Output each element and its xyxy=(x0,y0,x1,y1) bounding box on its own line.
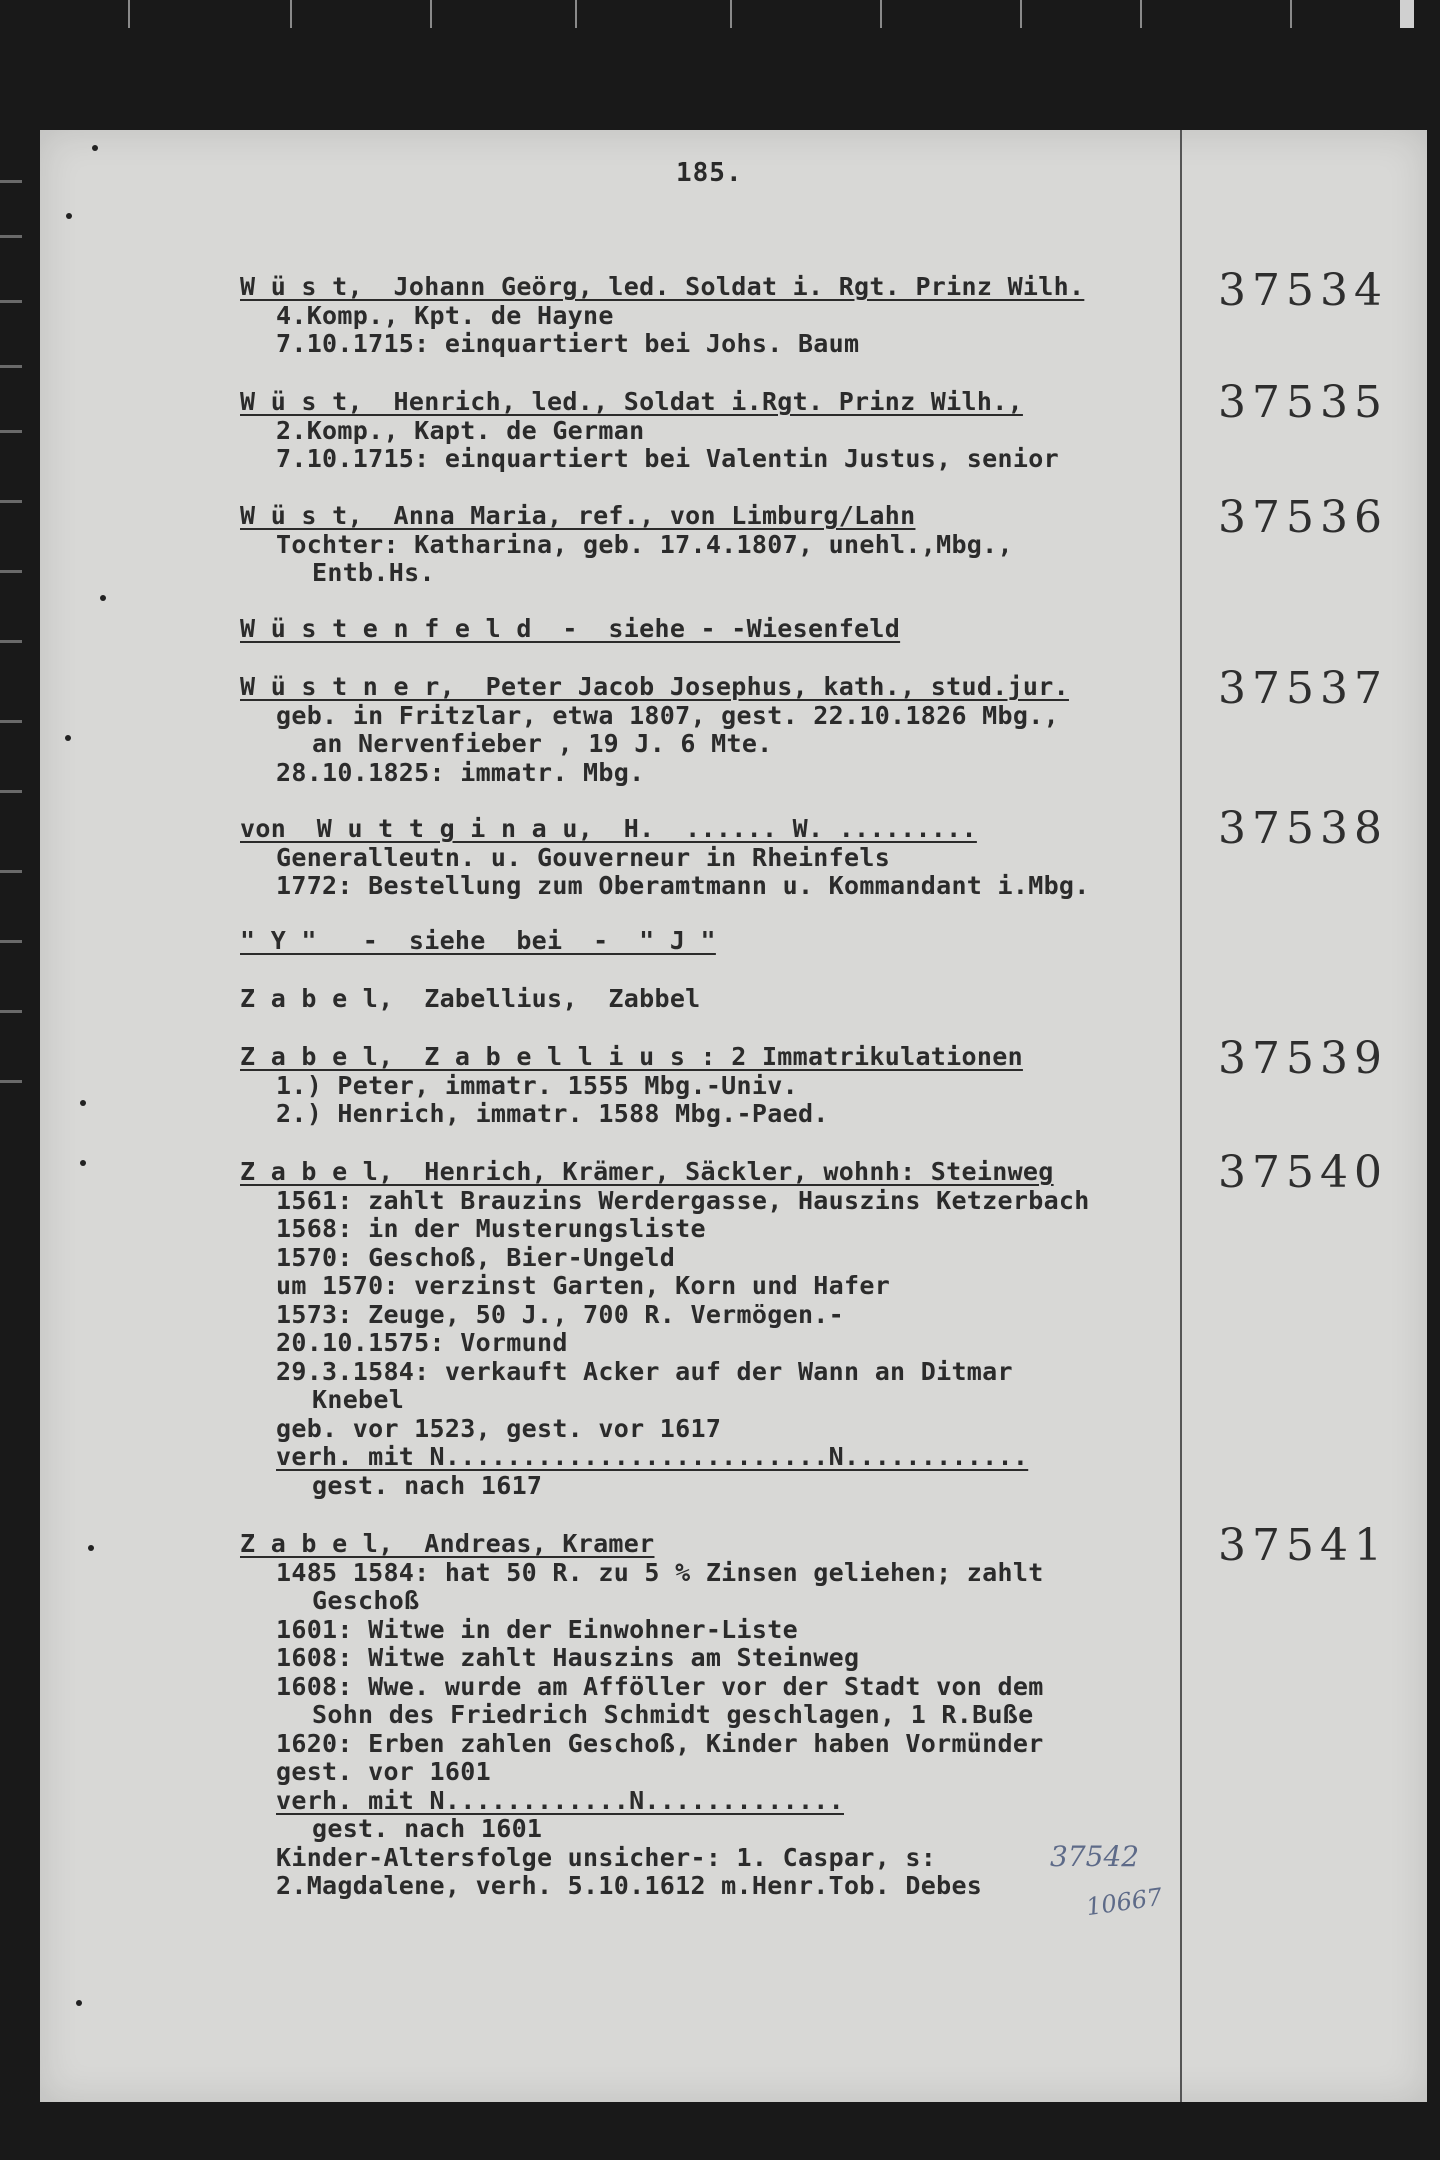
entry-line: 1568: in der Musterungsliste xyxy=(276,1214,706,1243)
entry-line: verh. mit N............N............. xyxy=(276,1785,844,1815)
entry-line: 2.Komp., Kapt. de German xyxy=(276,415,645,445)
punch-hole xyxy=(65,735,71,741)
entry-heading: W ü s t, Henrich, led., Soldat i.Rgt. Prinz Wilh., xyxy=(240,387,1023,416)
scanner-top-marks xyxy=(0,0,1440,30)
entry-37537 xyxy=(240,673,1200,787)
entry-line: 2.Magdalene, verh. 5.10.1612 m.Henr.Tob. Debes xyxy=(276,1871,983,1900)
handwritten-note: 37542 xyxy=(1050,1840,1140,1873)
entry-line: 1570: Geschoß, Bier-Ungeld xyxy=(276,1242,676,1272)
entry-line: 28.10.1825: immatr. Mbg. xyxy=(276,757,645,787)
punch-hole xyxy=(80,1160,86,1166)
entry-number: 37537 xyxy=(1218,663,1388,714)
entry-zabel-variants xyxy=(240,985,1200,1014)
entry-37536 xyxy=(240,502,1200,588)
entry-line: 1561: zahlt Brauzins Werdergasse, Hauszins Ketzerbach xyxy=(276,1185,1090,1215)
entry-heading: W ü s t e n f e l d - siehe - -Wiesenfeld xyxy=(240,614,901,643)
entry-37538 xyxy=(240,815,1200,901)
entry-number: 37538 xyxy=(1218,803,1388,854)
entry-number: 37539 xyxy=(1218,1033,1388,1084)
entry-line: an Nervenfieber , 19 J. 6 Mte. xyxy=(312,729,773,758)
entry-line: 1772: Bestellung zum Oberamtmann u. Kommandant i.Mbg. xyxy=(276,871,1090,900)
entry-line: 1.) Peter, immatr. 1555 Mbg.-Univ. xyxy=(276,1070,798,1100)
entry-heading: W ü s t, Anna Maria, ref., von Limburg/Lahn xyxy=(240,501,916,530)
entry-heading: W ü s t n e r, Peter Jacob Josephus, kath., stud.jur. xyxy=(240,672,1069,701)
entry-number: 37541 xyxy=(1218,1520,1388,1571)
entry-number: 37536 xyxy=(1218,492,1388,543)
page-number: 185. xyxy=(676,158,743,188)
entry-heading: von W u t t g i n a u, H. ...... W. ......... xyxy=(240,814,977,843)
entry-line: 1608: Wwe. wurde am Afföller vor der Stadt von dem xyxy=(276,1671,1044,1701)
entry-line: verh. mit N.........................N............ xyxy=(276,1442,1029,1471)
entry-line: 7.10.1715: einquartiert bei Valentin Justus, senior xyxy=(276,444,1059,473)
entry-line: Kinder-Altersfolge unsicher-: 1. Caspar, s: xyxy=(276,1842,937,1872)
entry-line: 4.Komp., Kpt. de Hayne xyxy=(276,300,614,330)
entry-37534 xyxy=(240,273,1200,359)
entry-line: um 1570: verzinst Garten, Korn und Hafer xyxy=(276,1271,891,1300)
entry-number: 37535 xyxy=(1218,377,1388,428)
entry-number: 37540 xyxy=(1218,1147,1388,1198)
entry-heading: Z a b e l, Henrich, Krämer, Säckler, wohnh: Steinweg xyxy=(240,1157,1054,1186)
entry-line: gest. vor 1601 xyxy=(276,1757,491,1786)
entry-heading: Z a b e l, Z a b e l l i u s : 2 Immatrikulationen xyxy=(240,1042,1023,1071)
entry-line: 1573: Zeuge, 50 J., 700 R. Vermögen.- xyxy=(276,1299,844,1329)
entry-line: Geschoß xyxy=(312,1586,420,1615)
entry-line: Entb.Hs. xyxy=(312,558,435,587)
entry-line: gest. nach 1601 xyxy=(312,1814,543,1843)
entry-heading: " Y " - siehe bei - " J " xyxy=(240,926,716,955)
entry-line: 20.10.1575: Vormund xyxy=(276,1328,568,1357)
entry-heading: Z a b e l, Andreas, Kramer xyxy=(240,1529,655,1558)
entry-line: Tochter: Katharina, geb. 17.4.1807, unehl.,Mbg., xyxy=(276,529,1013,559)
entry-line: 1601: Witwe in der Einwohner-Liste xyxy=(276,1614,798,1644)
document-page xyxy=(40,130,1427,2102)
entry-heading: W ü s t, Johann Geörg, led. Soldat i. Rgt. Prinz Wilh. xyxy=(240,272,1085,301)
entry-wuestenfeld xyxy=(240,615,1200,644)
entry-line: geb. in Fritzlar, etwa 1807, gest. 22.10.1826 Mbg., xyxy=(276,700,1059,730)
punch-hole xyxy=(100,595,106,601)
entry-line: Sohn des Friedrich Schmidt geschlagen, 1 R.Buße xyxy=(312,1700,1034,1729)
entry-y xyxy=(240,927,1200,956)
entry-line: 1620: Erben zahlen Geschoß, Kinder haben Vormünder xyxy=(276,1728,1044,1758)
punch-hole xyxy=(76,2000,82,2006)
entry-line: Generalleutn. u. Gouverneur in Rheinfels xyxy=(276,842,891,872)
entry-line: geb. vor 1523, gest. vor 1617 xyxy=(276,1413,722,1443)
handwritten-note: 10667 xyxy=(1084,1882,1164,1922)
entry-37540 xyxy=(240,1158,1200,1500)
punch-hole xyxy=(66,213,72,219)
entry-line: 2.) Henrich, immatr. 1588 Mbg.-Paed. xyxy=(276,1099,829,1128)
entry-heading: Z a b e l, Zabellius, Zabbel xyxy=(240,984,701,1013)
entry-line: gest. nach 1617 xyxy=(312,1470,543,1500)
entry-line: 1485 1584: hat 50 R. zu 5 % Zinsen geliehen; zahlt xyxy=(276,1557,1044,1587)
punch-hole xyxy=(92,145,98,151)
entry-line: Knebel xyxy=(312,1385,405,1414)
entry-line: 7.10.1715: einquartiert bei Johs. Baum xyxy=(276,329,860,358)
entry-number: 37534 xyxy=(1218,265,1388,316)
punch-hole xyxy=(80,1100,86,1106)
entry-line: 1608: Witwe zahlt Hauszins am Steinweg xyxy=(276,1643,860,1672)
entry-37535 xyxy=(240,388,1200,474)
punch-hole xyxy=(88,1545,94,1551)
entry-37539 xyxy=(240,1043,1200,1129)
entry-line: 29.3.1584: verkauft Acker auf der Wann an Ditmar xyxy=(276,1356,1013,1386)
